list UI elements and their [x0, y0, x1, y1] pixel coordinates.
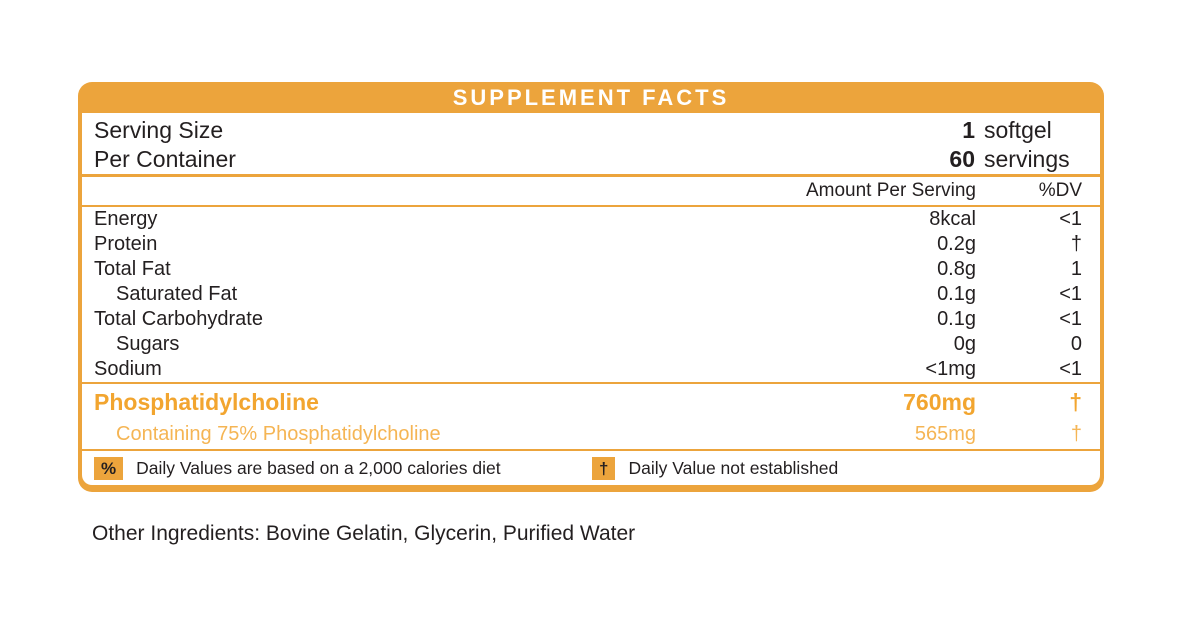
- serving-size-unit: softgel: [984, 117, 1052, 143]
- serving-section: [82, 113, 1100, 174]
- serving-size-value: 1: [962, 117, 975, 143]
- nutrient-row-sugars: [82, 332, 1100, 357]
- nutrient-dv: <1: [1059, 208, 1082, 230]
- active-dv: †: [1070, 422, 1082, 445]
- nutrient-name: Protein: [94, 233, 158, 255]
- nutrient-amount: 0g: [953, 333, 976, 355]
- per-container-label: Per Container: [94, 146, 236, 172]
- active-name: Containing 75% Phosphatidylcholine: [116, 422, 441, 445]
- nutrient-name: Sugars: [116, 333, 180, 355]
- nutrient-dv: <1: [1059, 358, 1082, 380]
- nutrient-row-saturated-fat: [82, 282, 1100, 307]
- active-ingredients-section: [82, 384, 1100, 449]
- nutrient-name: Sodium: [94, 358, 162, 380]
- nutrient-row-total-carbohydrate: [82, 307, 1100, 332]
- percent-badge-icon: %: [94, 457, 123, 480]
- nutrient-row-energy: [82, 207, 1100, 232]
- nutrient-dv: <1: [1059, 308, 1082, 330]
- nutrient-table: [82, 207, 1100, 382]
- nutrient-name: Total Carbohydrate: [94, 308, 263, 330]
- nutrient-name: Total Fat: [94, 258, 171, 280]
- nutrient-dv: 1: [1070, 258, 1082, 280]
- serving-size-row: [94, 116, 1088, 145]
- nutrient-dv: 0: [1070, 333, 1082, 355]
- active-dv: †: [1069, 389, 1082, 415]
- footnote-text: Daily Values are based on a 2,000 calories diet: [136, 457, 501, 478]
- active-row-containing: [82, 419, 1100, 449]
- nutrient-amount: 0.8g: [937, 258, 976, 280]
- amount-column-header: Amount Per Serving: [805, 180, 976, 201]
- nutrient-row-sodium: [82, 357, 1100, 382]
- per-container-unit: servings: [984, 146, 1070, 172]
- nutrient-amount: 0.2g: [937, 233, 976, 255]
- other-ingredients-text: Other Ingredients: Bovine Gelatin, Glycerin, Purified Water: [92, 522, 636, 545]
- nutrient-row-protein: [82, 232, 1100, 257]
- footnotes-row: [82, 451, 1100, 485]
- nutrient-amount: 8kcal: [929, 208, 976, 230]
- panel-body: [82, 113, 1100, 485]
- column-header-row: [82, 177, 1100, 205]
- nutrient-amount: 0.1g: [937, 308, 976, 330]
- active-name: Phosphatidylcholine: [94, 389, 319, 415]
- serving-size-label: Serving Size: [94, 117, 224, 143]
- supplement-facts-panel: [78, 82, 1104, 492]
- nutrient-dv: <1: [1059, 283, 1082, 305]
- active-amount: 760mg: [903, 389, 976, 415]
- dagger-badge-icon: †: [592, 457, 615, 480]
- footnote-daily-values: [94, 457, 592, 480]
- nutrient-amount: <1mg: [925, 358, 976, 380]
- active-amount: 565mg: [914, 422, 976, 445]
- panel-title: SUPPLEMENT FACTS: [452, 84, 730, 110]
- active-row-phosphatidylcholine: [82, 386, 1100, 419]
- per-container-row: [94, 145, 1088, 174]
- nutrient-amount: 0.1g: [937, 283, 976, 305]
- nutrient-row-total-fat: [82, 257, 1100, 282]
- nutrient-name: Saturated Fat: [116, 283, 238, 305]
- footnote-not-established: [592, 457, 838, 480]
- nutrient-name: Energy: [94, 208, 158, 230]
- per-container-value: 60: [949, 146, 975, 172]
- footnote-text: Daily Value not established: [628, 457, 839, 478]
- dv-column-header: %DV: [1038, 180, 1082, 201]
- nutrient-dv: †: [1070, 233, 1082, 255]
